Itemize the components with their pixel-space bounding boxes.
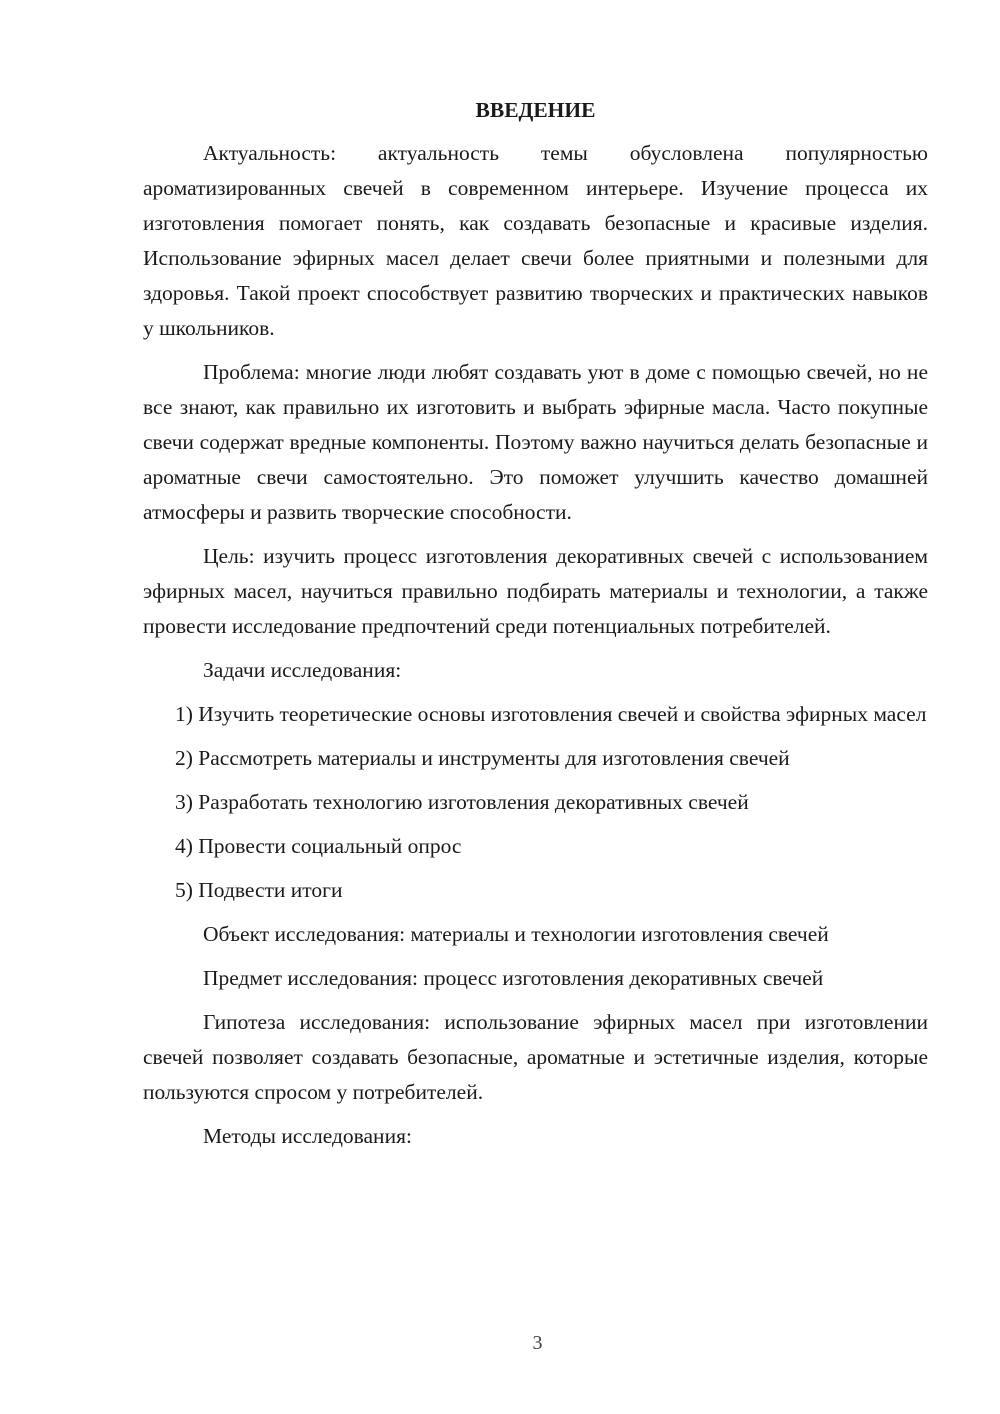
task-item-5: 5) Подвести итоги [175, 878, 343, 902]
subject-paragraph: Предмет исследования: процесс изготовления декоративных свечей [203, 966, 824, 990]
goal-paragraph: Цель: изучить процесс изготовления декоративных свечей с использованием эфирных масел, научиться правильно подбирать материалы и технологии, а также провести исследование предпочтений среди потенциальных потребителей. [143, 544, 928, 638]
page-number: 3 [532, 1332, 543, 1354]
task-item-1: 1) Изучить теоретические основы изготовления свечей и свойства эфирных масел [175, 702, 927, 726]
methods-heading: Методы исследования: [203, 1124, 412, 1148]
problem-paragraph: Проблема: многие люди любят создавать уют в доме с помощью свечей, но не все знают, как правильно их изготовить и выбрать эфирные масла. Часто покупные свечи содержат вредные компоненты. Поэтому важно научиться делать безопасные и ароматные свечи самостоятельно. Это поможет улучшить качество домашней атмосферы и развить творческие способности. [143, 360, 928, 524]
tasks-heading: Задачи исследования: [203, 658, 402, 682]
task-item-2: 2) Рассмотреть материалы и инструменты для изготовления свечей [175, 746, 790, 770]
document-page [143, 93, 928, 1163]
section-title: ВВЕДЕНИЕ [475, 98, 596, 122]
task-item-4: 4) Провести социальный опрос [175, 834, 462, 858]
task-item-3: 3) Разработать технологию изготовления декоративных свечей [175, 790, 749, 814]
relevance-paragraph: Актуальность: актуальность темы обусловлена популярностью ароматизированных свечей в современном интерьере. Изучение процесса их изготовления помогает понять, как создавать безопасные и красивые изделия. Использование эфирных масел делает свечи более приятными и полезными для здоровья. Такой проект способствует развитию творческих и практических навыков у школьников. [143, 141, 928, 340]
object-paragraph: Объект исследования: материалы и технологии изготовления свечей [203, 922, 829, 946]
hypothesis-paragraph: Гипотеза исследования: использование эфирных масел при изготовлении свечей позволяет создавать безопасные, ароматные и эстетичные изделия, которые пользуются спросом у потребителей. [143, 1010, 928, 1104]
